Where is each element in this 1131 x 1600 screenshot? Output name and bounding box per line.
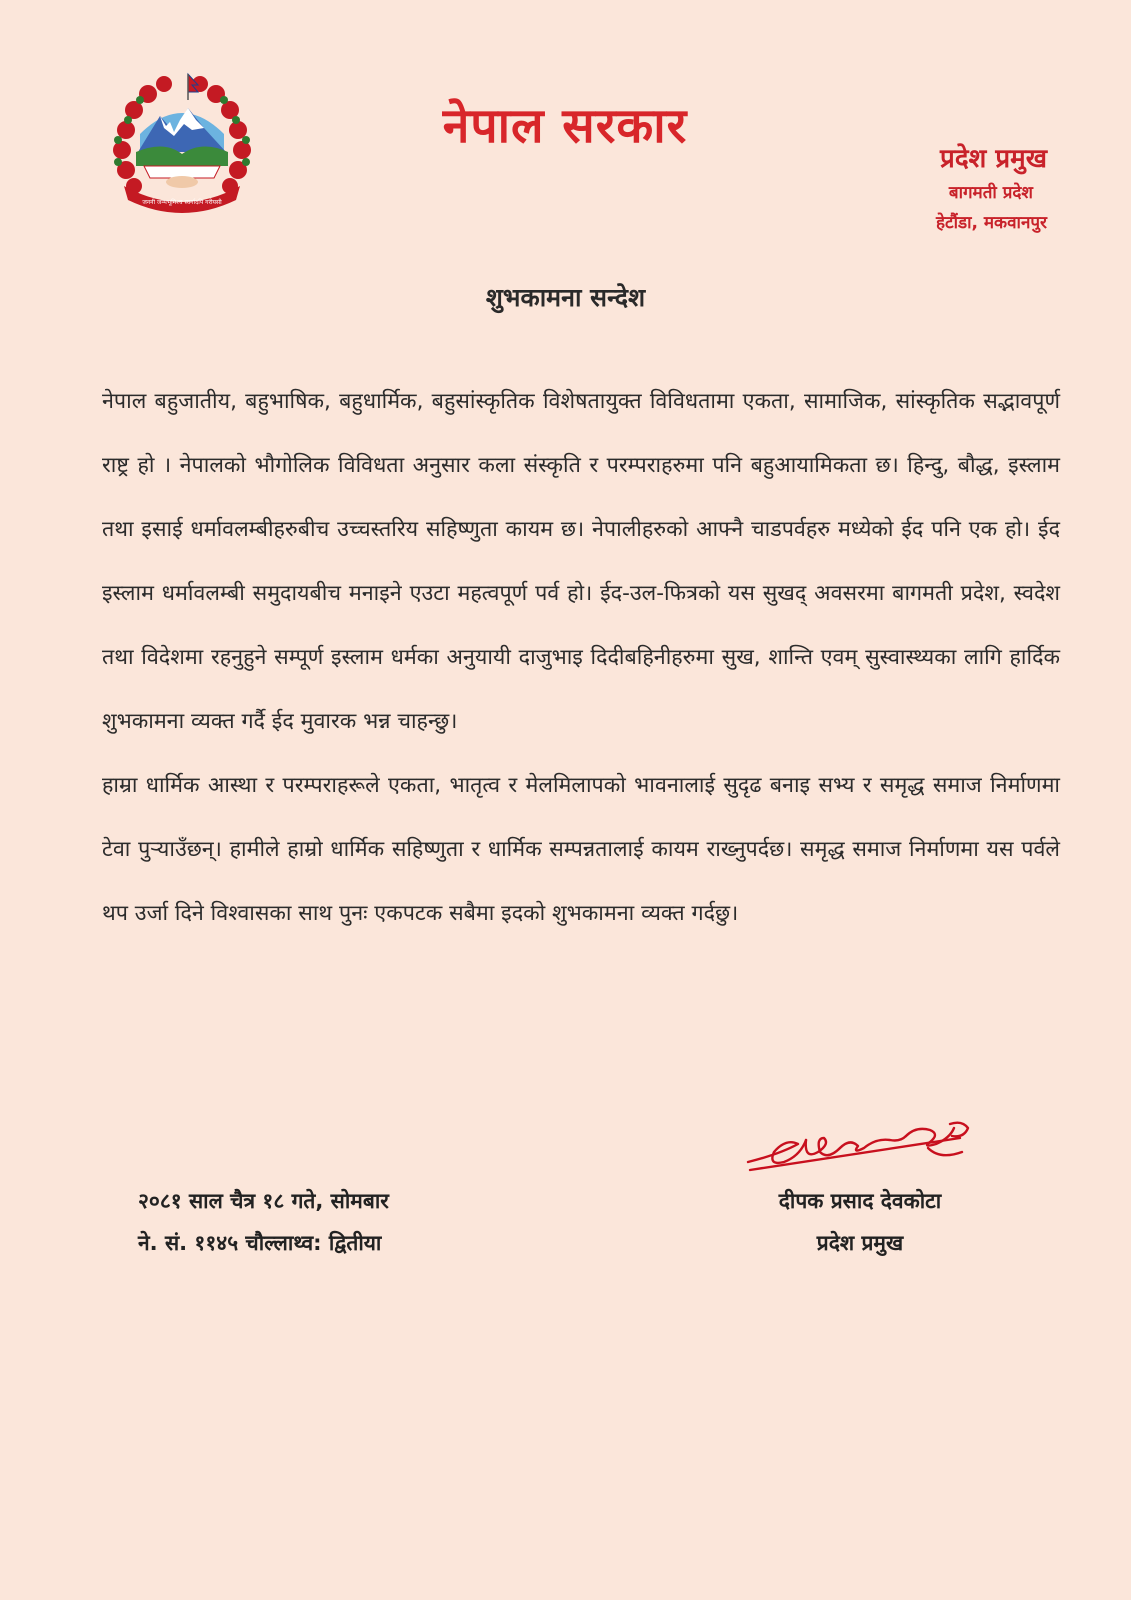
signatory-name: दीपक प्रसाद देवकोटा xyxy=(778,1189,942,1213)
nepal-emblem xyxy=(104,70,260,218)
date-line-bs: २०८१ साल चैत्र १८ गते, सोमबार xyxy=(138,1189,389,1213)
province-name: बागमती प्रदेश xyxy=(948,183,1033,203)
body-paragraph-2: हाम्रा धार्मिक आस्था र परम्पराहरूले एकता, भातृत्व र मेलमिलापको भावनालाई सुदृढ बनाइ सभ्य र समृद्ध समाज निर्माणमा टेवा पुऱ्याउँछन्। हामीले हाम्रो धार्मिक सहिष्णुता र धार्मिक सम्पन्नतालाई कायम राख्नुपर्दछ। समृद्ध समाज निर्माणमा यस पर्वले थप उर्जा दिने विश्वासका साथ पुनः एकपटक सबैमा इदको शुभकामना व्यक्त गर्दछु। xyxy=(102,773,1060,926)
office-block xyxy=(827,140,1047,238)
letter-subject: शुभकामना सन्देश xyxy=(485,283,646,312)
letter-body xyxy=(102,370,1060,946)
handwritten-signature xyxy=(740,1108,980,1190)
signatory-title: प्रदेश प्रमुख xyxy=(816,1231,904,1255)
emblem-motto: जननी जन्मभूमिश्च स्वर्गादपि गरीयसी xyxy=(142,199,222,206)
government-title: नेपाल सरकार xyxy=(442,98,688,154)
office-title: प्रदेश प्रमुख xyxy=(940,144,1047,174)
signatory-block xyxy=(740,1180,980,1264)
office-location: हेटौंडा, मकवानपुर xyxy=(936,213,1047,233)
date-line-ns: ने. सं. ११४५ चौल्लाथ्व: द्वितीया xyxy=(138,1231,382,1255)
body-paragraph-1: नेपाल बहुजातीय, बहुभाषिक, बहुधार्मिक, बहुसांस्कृतिक विशेषतायुक्त विविधतामा एकता, सामाजिक, सांस्कृतिक सद्भावपूर्ण राष्ट्र हो । नेपालको भौगोलिक विविधता अनुसार कला संस्कृति र परम्पराहरुमा पनि बहुआयामिकता छ। हिन्दु, बौद्ध, इस्लाम तथा इसाई धर्मावलम्बीहरुबीच उच्चस्तरिय सहिष्णुता कायम छ। नेपालीहरुको आफ्नै चाडपर्वहरु मध्येको ईद पनि एक हो। ईद इस्लाम धर्मावलम्बी समुदायबीच मनाइने एउटा महत्वपूर्ण पर्व हो। ईद-उल-फित्रको यस सुखद् अवसरमा बागमती प्रदेश, स्वदेश तथा विदेशमा रहनुहुने सम्पूर्ण इस्लाम धर्मका अनुयायी दाजुभाइ दिदीबहिनीहरुमा सुख, शान्ति एवम् सुस्वास्थ्यका लागि हार्दिक शुभकामना व्यक्त गर्दै ईद मुवारक भन्न चाहन्छु। xyxy=(102,389,1060,734)
date-block xyxy=(138,1180,389,1264)
